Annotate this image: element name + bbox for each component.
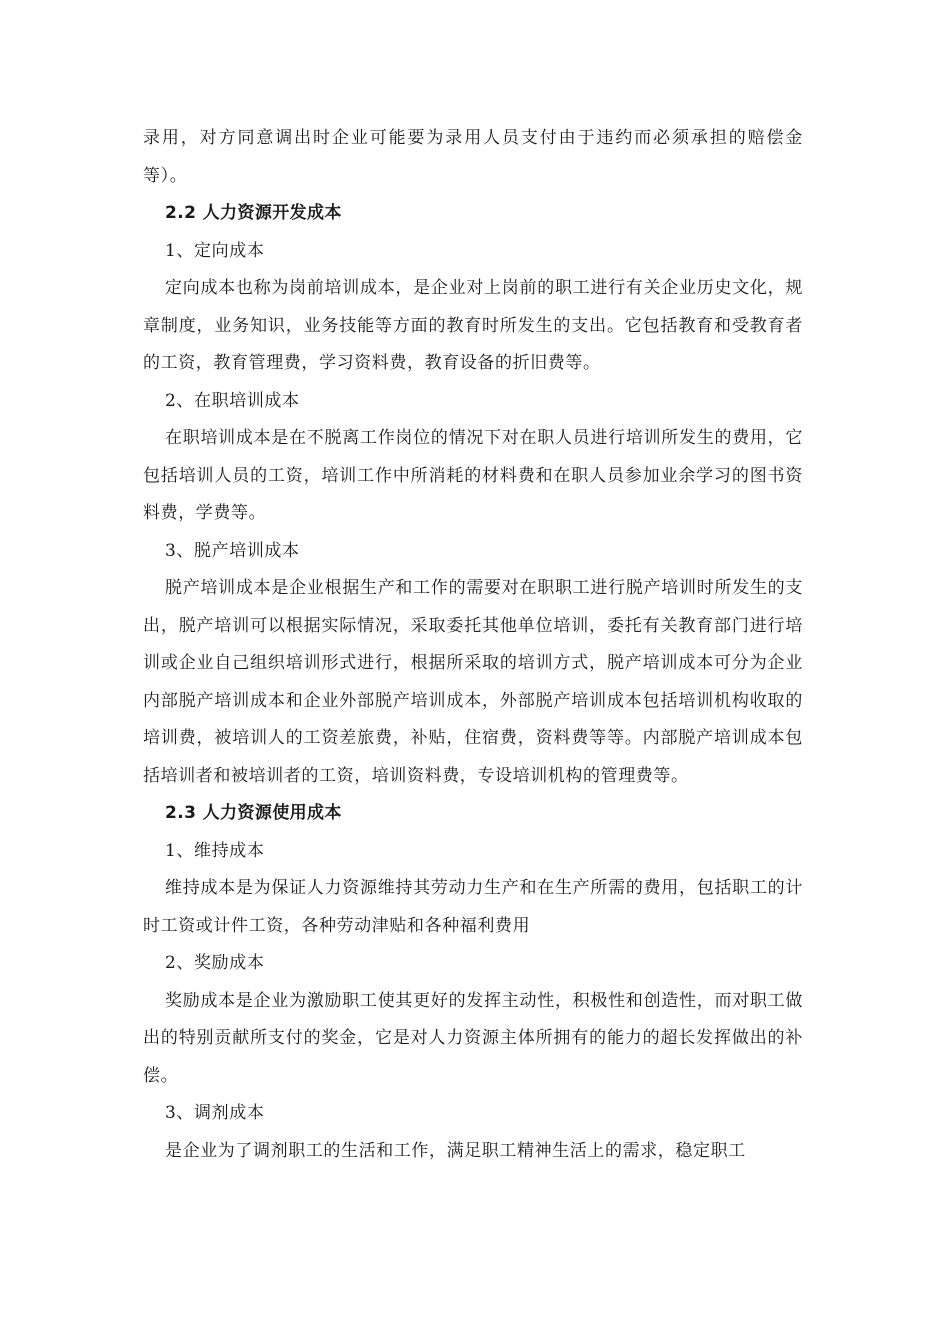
- paragraph-adjustment-cost: 是企业为了调剂职工的生活和工作，满足职工精神生活上的需求，稳定职工: [165, 1140, 746, 1161]
- section-heading-development-cost: 2.2 人力资源开发成本: [165, 203, 342, 223]
- subheading-reward-cost: 2、奖励成本: [165, 953, 265, 973]
- subheading-adjustment-cost: 3、调剂成本: [165, 1103, 265, 1123]
- section-heading-usage-cost: 2.3 人力资源使用成本: [165, 803, 342, 823]
- paragraph-onjob-training-cost: 在职培训成本是在不脱离工作岗位的情况下对在职人员进行培训所发生的费用，它包括培训人员的工资，培训工作中所消耗的材料费和在职人员参加业余学习的图书资料费，学费等。: [143, 428, 803, 523]
- subheading-maintenance-cost: 1、维持成本: [165, 840, 265, 861]
- paragraph-orientation-cost: 定向成本也称为岗前培训成本，是企业对上岗前的职工进行有关企业历史文化，规章制度，业务知识，业务技能等方面的教育时所发生的支出。它包括教育和受教育者的工资，教育管理费，学习资料费，教育设备的折旧费等。: [143, 278, 803, 373]
- paragraph-reward-cost: 奖励成本是企业为激励职工使其更好的发挥主动性，积极性和创造性，而对职工做出的特别贡献所支付的奖金，它是对人力资源主体所拥有的能力的超长发挥做出的补偿。: [143, 990, 803, 1086]
- subheading-offjob-training-cost: 3、脱产培训成本: [165, 540, 300, 561]
- paragraph-intro-continuation: 录用，对方同意调出时企业可能要为录用人员支付由于违约而必须承担的赔偿金等）。: [143, 128, 803, 186]
- document-page: [143, 120, 803, 1170]
- paragraph-maintenance-cost: 维持成本是为保证人力资源维持其劳动力生产和在生产所需的费用，包括职工的计时工资或计件工资，各种劳动津贴和各种福利费用: [143, 878, 803, 936]
- subheading-onjob-training-cost: 2、在职培训成本: [165, 390, 300, 411]
- subheading-orientation-cost: 1、定向成本: [165, 240, 265, 261]
- paragraph-offjob-training-cost: 脱产培训成本是企业根据生产和工作的需要对在职职工进行脱产培训时所发生的支出，脱产培训可以根据实际情况，采取委托其他单位培训，委托有关教育部门进行培训或企业自己组织培训形式进行，根据所采取的培训方式，脱产培训成本可分为企业内部脱产培训成本和企业外部脱产培训成本，外部脱产培训成本包括培训机构收取的培训费，被培训人的工资差旅费，补贴，住宿费，资料费等等。内部脱产培训成本包括培训者和被培训者的工资，培训资料费，专设培训机构的管理费等。: [143, 578, 803, 786]
